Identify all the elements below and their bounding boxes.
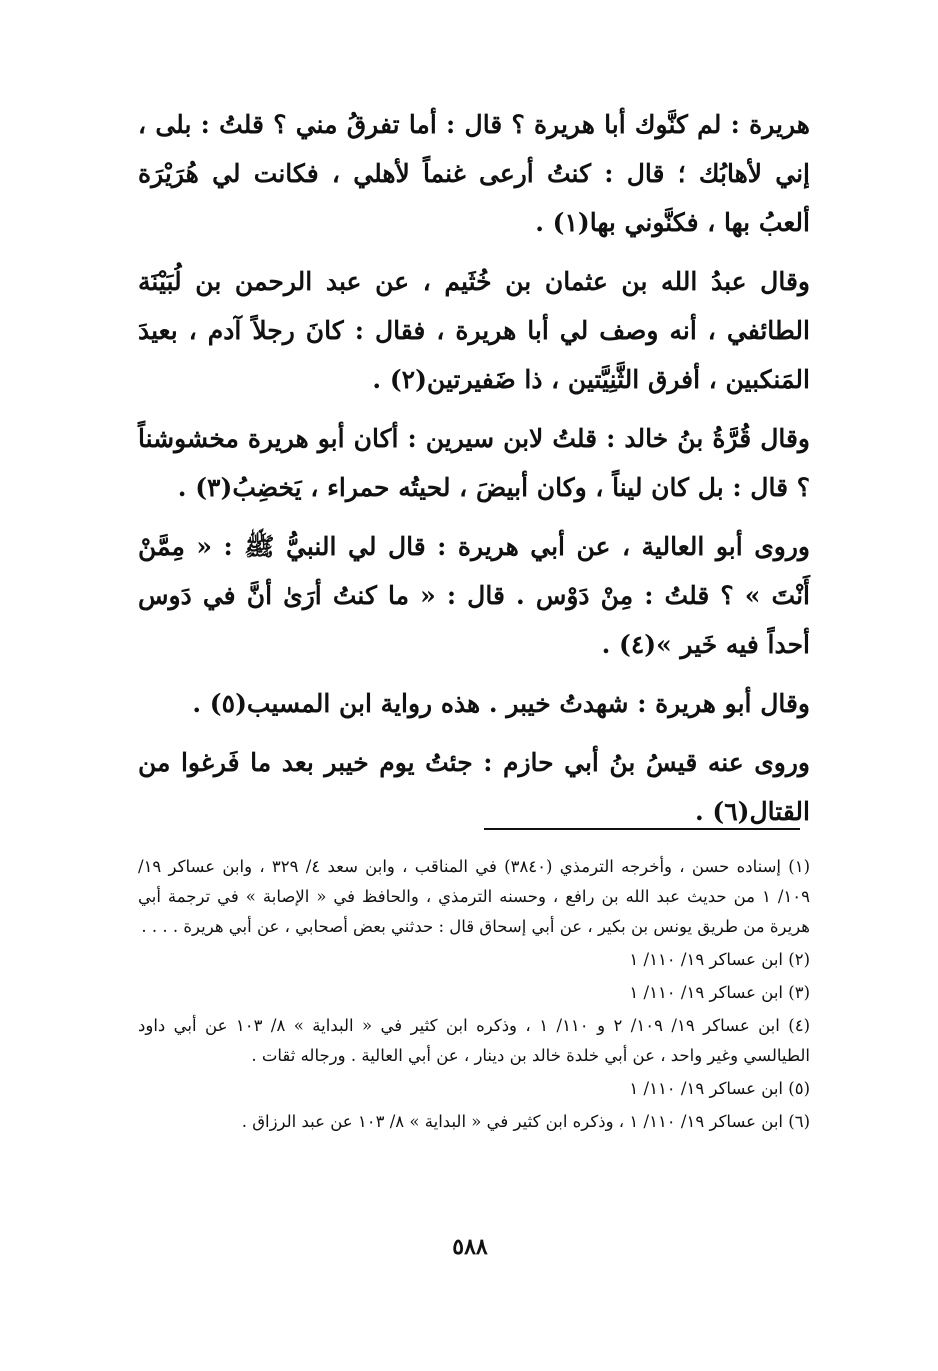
paragraph-3: وقال قُرَّةُ بنُ خالد : قلتُ لابن سيرين : أكان أبو هريرة مخشوشناً ؟ قال : بل كان ليناً ، وكان أبيضَ ، لحيتُه حمراء ، يَخضِبُ(٣) . (138, 424, 810, 502)
paragraph-4: وروى أبو العالية ، عن أبي هريرة : قال لي النبيُّ ﷺ : « مِمَّنْ أَنْتَ » ؟ قلتُ : مِنْ دَوْس . قال : « ما كنتُ أرَىٰ أنَّ في دَوس أحداً فيه خَير »(٤) . (138, 532, 810, 659)
footnote-6: (٦) ابن عساكر ١٩/ ١١٠/ ١ ، وذكره ابن كثير في « البداية » ٨/ ١٠٣ عن عبد الرزاق . (241, 1112, 810, 1131)
paragraph-6: وروى عنه قيسُ بنُ أبي حازم : جئتُ يوم خيبر بعد ما فَرغوا من القتال(٦) . (138, 748, 810, 826)
footnote-1: (١) إسناده حسن ، وأخرجه الترمذي (٣٨٤٠) في المناقب ، وابن سعد ٤/ ٣٢٩ ، وابن عساكر ١٩/ ١٠٩/ ١ من حديث عبد الله بن رافع ، وحسنه الترمذي ، والحافظ في « الإصابة » في ترجمة أبي هريرة من طريق يونس بن بكير ، عن أبي إسحاق قال : حدثني بعض أصحابي ، عن أبي هريرة . . . . (138, 857, 810, 936)
footnote-separator (484, 828, 800, 830)
footnote-2: (٢) ابن عساكر ١٩/ ١١٠/ ١ (629, 950, 810, 969)
paragraph-5: وقال أبو هريرة : شهدتُ خيبر . هذه رواية ابن المسيب(٥) . (192, 689, 810, 718)
paragraph-1: هريرة : لم كنَّوك أبا هريرة ؟ قال : أما تفرقُ مني ؟ قلتُ : بلى ، إني لأهابُك ؛ قال : كنتُ أرعى غنماً لأهلي ، فكانت لي هُرَيْرَة ألعبُ بها ، فكنَّوني بها(١) . (138, 110, 810, 237)
page-number: ٥٨٨ (452, 1234, 488, 1260)
footnotes (138, 852, 810, 1140)
footnote-4: (٤) ابن عساكر ١٩/ ١٠٩/ ٢ و ١١٠/ ١ ، وذكره ابن كثير في « البداية » ٨/ ١٠٣ عن أبي داود الطيالسي وغير واحد ، عن أبي خلدة خالد بن دينار ، عن أبي العالية . ورجاله ثقات . (138, 1016, 811, 1065)
paragraph-2: وقال عبدُ الله بن عثمان بن خُثَيم ، عن عبد الرحمن بن لُبَيْنَة الطائفي ، أنه وصف لي أبا هريرة ، فقال : كانَ رجلاً آدم ، بعيدَ المَنكبين ، أفرق الثَّنِيَّتين ، ذا ضَفيرتين(٢) . (138, 267, 810, 394)
main-text (138, 100, 810, 846)
footnote-5: (٥) ابن عساكر ١٩/ ١١٠/ ١ (629, 1079, 810, 1098)
footnote-3: (٣) ابن عساكر ١٩/ ١١٠/ ١ (629, 983, 810, 1002)
